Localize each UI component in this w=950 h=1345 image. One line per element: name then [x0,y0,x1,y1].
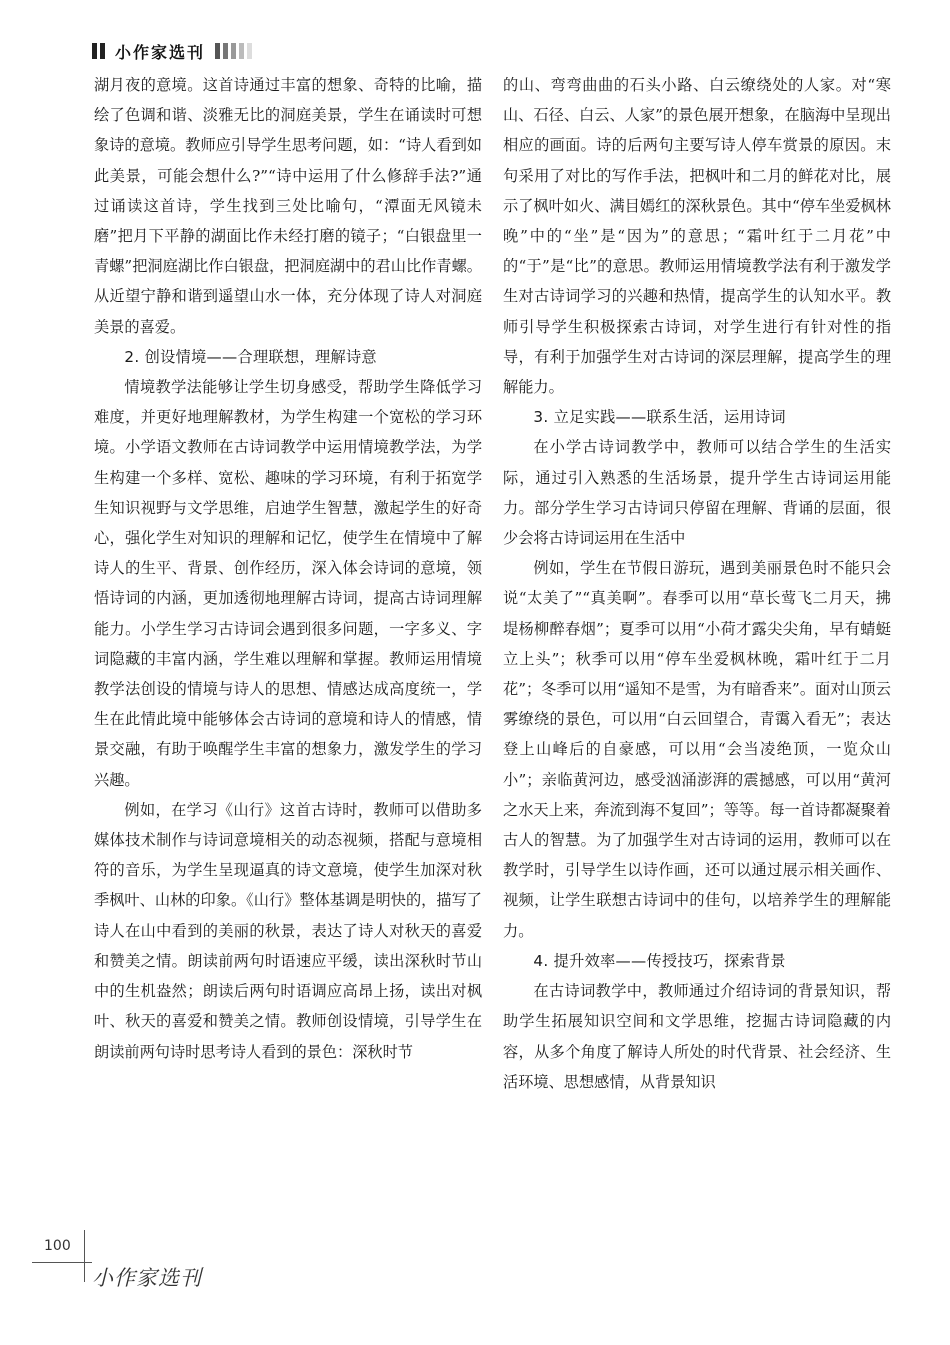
paragraph-continued: 湖月夜的意境。这首诗通过丰富的想象、奇特的比喻，描绘了色调和谐、淡雅无比的洞庭美景，学生在诵读时可想象诗的意境。教师应引导学生思考问题，如：“诗人看到如此美景，可能会想什么?”“诗中运用了什么修辞手法?”通过诵读这首诗，学生找到三处比喻句，“潭面无风镜未磨”把月下平静的湖面比作未经打磨的镜子；“白银盘里一青螺”把洞庭湖比作白银盘，把洞庭湖中的君山比作青螺。从近望宁静和谐到遥望山水一体，充分体现了诗人对洞庭美景的喜爱。 [94,76,482,336]
right-column [503,70,891,1097]
paragraph: 在小学古诗词教学中，教师可以结合学生的生活实际，通过引入熟悉的生活场景，提升学生古诗词运用能力。部分学生学习古诗词只停留在理解、背诵的层面，很少会将古诗词运用在生活中 [503,438,891,548]
left-column [94,70,482,1067]
header-bars-left [92,43,105,59]
journal-title: 小作家选刊 [115,42,206,62]
section-heading-2: 2. 创设情境——合理联想，理解诗意 [124,347,377,366]
paragraph-continued: 的山、弯弯曲曲的石头小路、白云缭绕处的人家。对“寒山、石径、白云、人家”的景色展开想象，在脑海中呈现出相应的画面。诗的后两句主要写诗人停车赏景的原因。末句采用了对比的写作手法，把枫叶和二月的鲜花对比，展示了枫叶如火、满目嫣红的深秋景色。其中“停车坐爱枫林晚”中的“坐”是“因为”的意思；“霜叶红于二月花”中的“于”是“比”的意思。教师运用情境教学法有利于激发学生对古诗词学习的兴趣和热情，提高学生的认知水平。教师引导学生积极探索古诗词，对学生进行有针对性的指导，有利于加强学生对古诗词的深层理解，提高学生的理解能力。 [503,76,891,397]
section-heading-3: 3. 立足实践——联系生活，运用诗词 [533,408,786,427]
page-number: 100 [44,1238,71,1254]
section-heading-4: 4. 提升效率——传授技巧，探索背景 [533,951,786,970]
paragraph: 例如，学生在节假日游玩，遇到美丽景色时不能只会说“太美了”“真美啊”。春季可以用“草长莺飞二月天，拂堤杨柳醉春烟”；夏季可以用“小荷才露尖尖角，早有蜻蜓立上头”；秋季可以用“停车坐爱枫林晚，霜叶红于二月花”；冬季可以用“遥知不是雪，为有暗香来”。面对山顶云雾缭绕的景色，可以用“白云回望合，青霭入看无”；表达登上山峰后的自豪感，可以用“会当凌绝顶，一览众山小”；亲临黄河边，感受汹涌澎湃的震撼感，可以用“黄河之水天上来，奔流到海不复回”；等等。每一首诗都凝聚着古人的智慧。为了加强学生对古诗词的运用，教师可以在教学时，引导学生以诗作画，还可以通过展示相关画作、视频，让学生联想古诗词中的佳句，以培养学生的理解能力。 [503,559,891,940]
paragraph: 在古诗词教学中，教师通过介绍诗词的背景知识，帮助学生拓展知识空间和文学思维，挖掘古诗词隐藏的内容，从多个角度了解诗人所处的时代背景、社会经济、生活环境、思想感情，从背景知识 [503,982,891,1091]
running-header [92,38,252,64]
footer-logo: 小作家选刊 [92,1266,202,1290]
footer-divider-vertical [84,1230,85,1282]
footer-divider-horizontal [32,1262,92,1263]
paragraph: 例如，在学习《山行》这首古诗时，教师可以借助多媒体技术制作与诗词意境相关的动态视频，搭配与意境相符的音乐，为学生呈现逼真的诗文意境，使学生加深对秋季枫叶、山林的印象。《山行》整体基调是明快的，描写了诗人在山中看到的美丽的秋景，表达了诗人对秋天的喜爱和赞美之情。朗读前两句时语速应平缓，读出深秋时节山中的生机盎然；朗读后两句时语调应高昂上扬，读出对枫叶、秋天的喜爱和赞美之情。教师创设情境，引导学生在朗读前两句诗时思考诗人看到的景色：深秋时节 [94,800,482,1061]
paragraph: 情境教学法能够让学生切身感受，帮助学生降低学习难度，并更好地理解教材，为学生构建一个宽松的学习环境。小学语文教师在古诗词教学中运用情境教学法，为学生构建一个多样、宽松、趣味的学习环境，有利于拓宽学生知识视野与文学思维，启迪学生智慧，激起学生的好奇心，强化学生对知识的理解和记忆，使学生在情境中了解诗人的生平、背景、创作经历，深入体会诗词的意境，领悟诗词的内涵，更加透彻地理解古诗词，提高古诗词理解能力。小学生学习古诗词会遇到很多问题，一字多义、字词隐藏的丰富内涵，学生难以理解和掌握。教师运用情境教学法创设的情境与诗人的思想、情感达成高度统一，学生在此情此境中能够体会古诗词的意境和诗人的情感，情景交融，有助于唤醒学生丰富的想象力，激发学生的学习兴趣。 [94,378,482,789]
header-bars-right [215,43,252,59]
